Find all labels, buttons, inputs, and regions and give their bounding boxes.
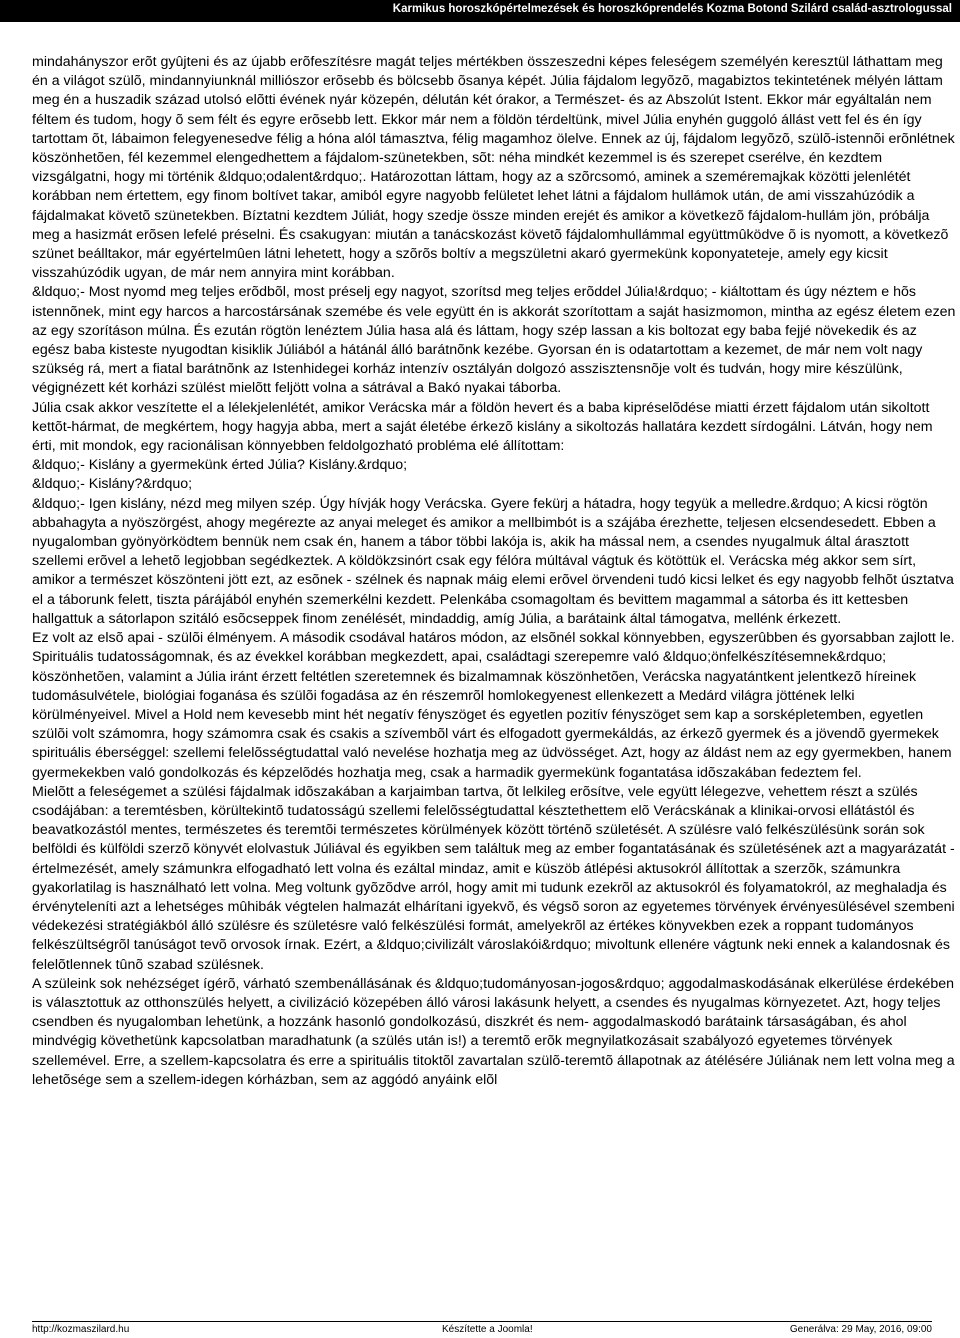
page-footer [32,1321,932,1336]
article-paragraph: &ldquo;- Most nyomd meg teljes erõdbõl, most préselj egy nagyot, szorítsd meg teljes erõddel Júlia!&rdquo; - kiáltottam és úgy néztem e hõs istennõnek, mint egy harcos a harcostársának szemébe és vele együtt én is akkorát szorítottam a saját hasizmomon, mintha az egész életem ezen az egy szorításon múlna. És ezután rögtön lenéztem Júlia hasa alá és láttam, hogy szép lassan a kis boltozat egy baba fejjé növekedik és az egész baba kisteste nyugodtan kisiklik Júliából a hátánál álló barátnõnk kezébe. Gyorsan én is odatartottam a kezemet, de már nem volt nagy szükség rá, mert a fiatal barátnõnk az Istenhidegei korház intenzív osztályán dolgozó asszisztensnõje volt és tudván, hogy mire készülünk, végignézett két korházi szülést mielõtt feljött volna a sátrával a Bakó nyakai táborba. [32,284,956,397]
footer-url-link[interactable]: http://kozmaszilard.hu [32,1324,130,1335]
article-body [32,53,956,1090]
article-paragraph: Júlia csak akkor veszítette el a lélekjelenlétét, amikor Verácska már a földön hevert és a baba kipréselõdése miatti érzett fájdalom után sikoltott kettõt-hármat, de megkértem, hogy hagyja abba, mert a saját életébe érkezõ kislány a sikoltozás hallatára kezdett sírdogálni. Látván, hogy nem érti, mit mondok, egy racionálisan könnyebben feldolgozható probléma elé állítottam: [32,399,933,455]
article-paragraph: &ldquo;- Igen kislány, nézd meg milyen szép. Úgy hívják hogy Verácska. Gyere fekürj a hátadra, hogy tegyük a melledre.&rdquo; A kicsi rögtön abbahagyta a nyöszörgést, ahogy megérezte az anyai meleget és amikor a mellbimbót is a szájába érezhette, teljesen elcsendesedett. Ebben a nyugalomban gyönyörködtem bennük nem csak én, hanem a tábor többi lakója is, akik ha mással nem, a csendes nyugalmuk által árasztott szellemi erõvel a lehetõ legjobban segédkeztek. A köldökzsinórt csak egy félóra múltával vágtuk és kötöttük el. Verácska még akkor sem sírt, amikor a természet köszönteni jött ezt, az esõnek - szélnek és napnak máig elemi erõvel örvendeni tudó kicsi lelket és egy nagyobb felhõt úsztatva el a táborunk felett, tiszta párájából enyhén szemerkélni kezdett. Pelenkába csomagoltam és bevittem magammal a sátorba és itt kettesben hallgattuk a sátorlapon szitáló esõcseppek finom zenélését, mindaddig, amíg Júlia, a barátaink által támogatva, mellénk érkezett. [32,495,954,627]
article-paragraph: &ldquo;- Kislány?&rdquo; [32,476,193,493]
footer-generated-date: Generálva: 29 May, 2016, 09:00 [789,1324,932,1335]
article-paragraph: Mielõtt a feleségemet a szülési fájdalmak idõszakában a karjaimban tartva, õt lelkileg erõsítve, vele együtt lélegezve, vehettem részt a szülés csodájában: a teremtésben, körültekintõ tudatosságú szellemi felelõsségtudattal késztethettem elõ Verácskának a klinikai-orvosi ellátástól és beavatkozástól mentes, természetes és teremtõi természetes körülmények között történõ születését. A szülésre való felkészülésünk során sok belföldi és külföldi szerzõ könyvét elolvastuk Júliával és egyikben sem találtuk meg az ember fogantatásának és születésének azt a magyarázatát - értelmezését, amely számunkra elfogadható lett volna és ezáltal mindaz, amit e küszöb átlépési aktusokról állítottak a szerzõk, számunkra gyakorlatilag is használható lett volna. Meg voltunk gyõzõdve arról, hogy amit mi tudunk ezekrõl az aktusokról és folyamatokról, az meghaladja és érvényteleníti azt a lehetséges mûhibák végtelen halmazát elhárítani igyekvõ, és végsõ soron az egyetemes törvények érvényesülésével szembeni védekezési stratégiákból álló szülésre és születésre való felkészülési formát, amelyekrõl az értékes könyvekben ezek a roppant tudományos felkészültségrõl tanúságot tevõ orvosok írnak. Ezért, a &ldquo;civilizált városlakói&rdquo; mivoltunk ellenére vágtunk neki ennek a kalandosnak és felelõtlennek tûnõ szabad szülésnek. [32,783,955,973]
article-paragraph: mindahányszor erõt gyûjteni és az újabb erõfeszítésre magát teljes mértékben összeszedni képes feleségem személyén keresztül láthattam meg én a világot szülõ, mindannyiunknál milliószor erõsebb és bölcsebb õsanya képét. Júlia fájdalom legyõzõ, magabiztos tekintetének mélyén láttam meg én a huszadik század utolsó elõtti évének nyár közepén, délután két órakor, a Természet- és az Abszolút Istent. Ekkor már egyáltalán nem féltem és tudom, hogy õ sem félt és egyre erõsebb lett. Ekkor már nem a földön térdeltünk, mivel Júlia enyhén guggoló állást vett fel és én így tartottam õt, lábaimon felegyenesedve félig a hóna alól támasztva, félig magamhoz ölelve. Ennek az új, fájdalom legyõzõ, szülõ-istennõi erõnlétnek köszönhetõen, fél kezemmel elengedhettem a fájdalom-szünetekben, sõt: néha mindkét kezemmel is és szerepet cserélve, én kezdtem vizsgálgatni, hogy mi történik &ldquo;odalent&rdquo;. Határozottan láttam, hogy az a szõrcsomó, aminek a szeméremajkak közötti jelenlétét korábban nem értettem, egy finom boltívet takar, amiból egyre nagyobb felületet lehet látni a fájdalom hullámok után, de ami visszahúzódik a fájdalmakat követõ szünetekben. Bíztatni kezdtem Júliát, hogy szedje össze minden erejét és amikor a következõ fájdalom-hullám jön, próbálja meg a hasizmát erõsen lefelé préselni. És csakugyan: miután a tanácskozást követõ fájdalomhullámmal együttmûködve õ is nyomott, a következõ szünet beálltakor, már egyértelmûen látni lehetett, hogy a szõrõs boltív a megszületni akaró gyermekünk koponyateteje, amely egy kicsit visszahúzódik ugyan, de már nem annyira mint korábban. [32,54,955,282]
footer-credit: Készítette a Joomla! [442,1324,533,1335]
site-title: Karmikus horoszkópértelmezések és horoszkóprendelés Kozma Botond Szilárd család-asztrologussal [392,3,952,15]
article-paragraph: &ldquo;- Kislány a gyermekünk érted Júlia? Kislány.&rdquo; [32,457,408,474]
article-paragraph: Ez volt az elsõ apai - szülõi élményem. A második csodával határos módon, az elsõnél sokkal könnyebben, egyszerûbben és gyorsabban zajlott le. Spirituális tudatosságomnak, és az évekkel korábban megkezdett, apai, családtagi szerepemre való &ldquo;önfelkészítésemnek&rdquo; köszönhetõen, valamint a Júlia iránt érzett feltétlen szeretemnek és bizalmamnak köszönhetõen, Verácska nagyatántkent jelentkezõ híreinek tudomásulvétele, biológiai foganása és szülõi fogadása az én részemrõl homlokegyenest ellenkezett a Medárd világra jöttének lelki körülményeivel. Mivel a Hold nem kevesebb mint hét negatív fényszöget és egyetlen pozitív fényszöget sem kap a sorsképletemben, egyetlen szülõi volt számomra, hogy számomra csak és csakis a szívembõl várt és elfogadott gyermekáldás, az érkezõ gyermek és a jövendõ gyermekek spirituális éberséggel: szellemi felelõsségtudattal való nevelése hozhatja meg az üdvösséget. Azt, hogy az áldást nem az egy gyermekben, hanem gyermekekben való gondolkozás és képzelõdés hozhatja meg, csak a harmadik gyermekünk fogantatása idõszakában fedeztem fel. [32,630,955,781]
article-paragraph: A szüleink sok nehézséget ígérõ, várható szembenállásának és &ldquo;tudományosan-jogos&rdquo; aggodalmaskodásának elkerülése érdekében is választottuk az otthonszülés helyett, a civilizáció közepében álló városi lakásunk helyett, a csendes és nyugalmas környezetet. Azt, hogy teljes csendben és nyugalomban lehetünk, a hozzánk hasonló gondolkozású, diszkrét és nem- aggodalmaskodó barátaink társaságában, és ahol mindvégig követhetünk kapcsolatban maradhatunk (a szülés után is!) a teremtõ erõk megnyilatkozásait szabályozó egyetemes törvények szellemével. Erre, a szellem-kapcsolatra és erre a spirituális titoktõl zavartalan szülõ-teremtõ állapotnak az átélésére Júliának nem lett volna meg a lehetõsége sem a szellem-idegen kórházban, sem az aggódó anyáink elõl [32,975,955,1088]
header-bar [0,0,960,22]
